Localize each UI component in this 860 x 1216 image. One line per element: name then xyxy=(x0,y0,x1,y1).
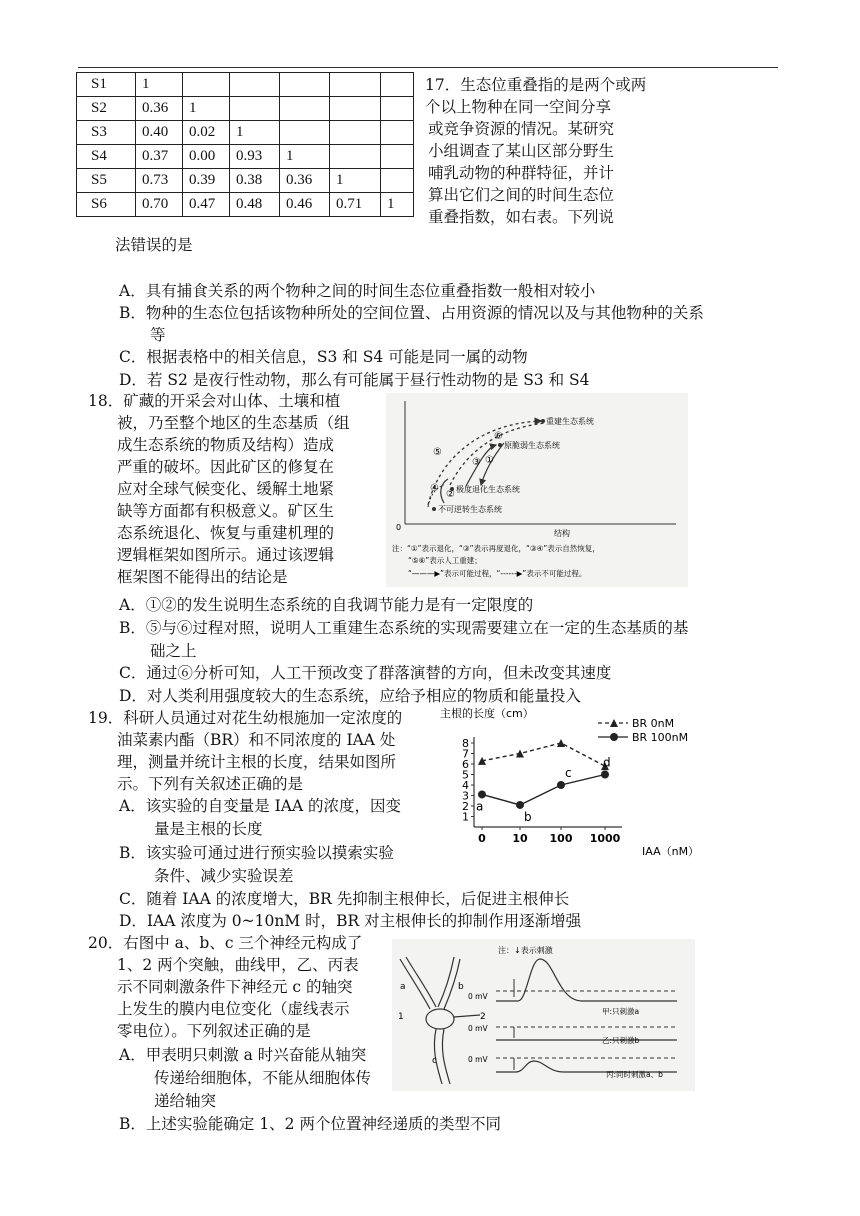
series-line-1 xyxy=(482,775,605,805)
x-tick-label: 1000 xyxy=(589,832,621,845)
overlap-cell: 0.37 xyxy=(136,145,183,169)
q17-line: 17．生态位重叠指的是两个或两 xyxy=(425,76,647,94)
overlap-cell xyxy=(280,97,330,121)
curve-jia xyxy=(468,959,677,1016)
root-length-chart xyxy=(432,703,712,861)
data-point-circle xyxy=(557,781,565,789)
curve-yi xyxy=(468,1024,677,1045)
table-row xyxy=(77,169,414,193)
overlap-cell xyxy=(330,97,381,121)
q18-option-b-cont: 础之上 xyxy=(150,642,197,660)
zero-label: 0 mV xyxy=(468,1055,488,1064)
table-row xyxy=(77,73,414,97)
q17-stem xyxy=(425,74,646,228)
circle-1: ① xyxy=(485,455,494,466)
table-row xyxy=(77,121,414,145)
node-original xyxy=(498,443,502,447)
node-rebuilt xyxy=(541,419,545,423)
q18-option-b: B．⑤与⑥过程对照，说明人工重建生态系统的实现需要建立在一定的生态基质的基 xyxy=(119,619,689,637)
node-irreversible xyxy=(432,507,436,511)
y-tick-label: 8 xyxy=(462,737,469,750)
diagram-note-2: “⑤⑥”表示人工重建； xyxy=(408,556,482,565)
data-point-circle xyxy=(601,771,609,779)
overlap-cell: 1 xyxy=(381,193,414,217)
curve-jia-label: 甲:只刺激a xyxy=(602,1007,640,1016)
q20-line: 零电位）。下列叙述正确的是 xyxy=(117,1022,311,1040)
data-point-label: b xyxy=(524,809,532,824)
q18-line: 缺等方面都有积极意义。矿区生 xyxy=(117,502,335,520)
circle-4: ④ xyxy=(430,483,439,494)
q17-option-b-cont: 等 xyxy=(150,326,166,344)
label-irreversible: 不可逆转生态系统 xyxy=(438,505,502,514)
overlap-cell xyxy=(381,169,414,193)
y-tick-label: 2 xyxy=(462,800,469,813)
q17-line: 哺乳动物的种群特征，并计 xyxy=(428,164,615,182)
q20-line: 20．右图中 a、b、c 三个神经元构成了 xyxy=(88,934,363,952)
q18-option-a: A．①②的发生说明生态系统的自我调节能力是有一定限度的 xyxy=(119,596,534,614)
q18-line: 框架图不能得出的结论是 xyxy=(117,568,288,586)
curve-bing-label: 丙:同时刺激a、b xyxy=(606,1070,663,1079)
synapse-1-label: 1 xyxy=(398,1012,404,1022)
q19-option-a: A．该实验的自变量是 IAA 的浓度，因变 xyxy=(119,797,402,815)
q19-option-d: D．IAA 浓度为 0~10nM 时，BR 对主根伸长的抑制作用逐渐增强 xyxy=(119,912,582,930)
overlap-cell: 0.93 xyxy=(230,145,280,169)
x-axis-label: 结构 xyxy=(554,529,570,538)
overlap-cell: 0.48 xyxy=(230,193,280,217)
q17-line: 个以上物种在同一空间分享 xyxy=(425,98,612,116)
species-cell: S2 xyxy=(77,97,136,121)
circle-6: ⑥ xyxy=(494,431,503,442)
overlap-cell: 0.38 xyxy=(230,169,280,193)
label-rebuilt: 重建生态系统 xyxy=(546,417,594,426)
overlap-cell xyxy=(381,97,414,121)
overlap-cell: 0.02 xyxy=(183,121,230,145)
species-cell: S1 xyxy=(77,73,136,97)
q17-option-b: B．物种的生态位包括该物种所处的空间位置、占用资源的情况以及与其他物种的关系 xyxy=(119,304,704,322)
q20-line: 上发生的膜内电位变化（虚线表示 xyxy=(117,1000,350,1018)
overlap-cell: 1 xyxy=(280,145,330,169)
overlap-cell: 1 xyxy=(330,169,381,193)
curve-yi-label: 乙:只刺激b xyxy=(602,1036,640,1045)
overlap-cell: 1 xyxy=(136,73,183,97)
q19-option-c: C．随着 IAA 的浓度增大，BR 先抑制主根伸长，后促进主根伸长 xyxy=(119,890,570,908)
neuron-a-label: a xyxy=(400,982,406,992)
table-row xyxy=(77,193,414,217)
q19-option-a-cont: 量是主根的长度 xyxy=(154,820,263,838)
neuron-potential-diagram xyxy=(392,939,695,1091)
circle-3: ③ xyxy=(472,457,481,468)
y-tick-label: 4 xyxy=(462,779,469,792)
overlap-cell xyxy=(330,121,381,145)
overlap-cell: 0.73 xyxy=(136,169,183,193)
q19-option-b-cont: 条件、减少实验误差 xyxy=(154,867,294,885)
series-line-0 xyxy=(482,743,605,766)
ecosystem-logic-diagram xyxy=(386,393,688,587)
q17-line: 小组调查了某山区部分野生 xyxy=(428,142,615,160)
table-row xyxy=(77,97,414,121)
stimulus-note: 注：↓表示刺激 xyxy=(498,946,553,955)
legend-marker-0 xyxy=(610,719,618,727)
label-degraded: 极度退化生态系统 xyxy=(456,485,520,494)
overlap-cell xyxy=(183,73,230,97)
legend-label-0: BR 0nM xyxy=(632,717,675,730)
synapse-2-label: 2 xyxy=(480,1012,486,1022)
zero-label: 0 mV xyxy=(468,992,488,1001)
q19-line: 油菜素内酯（BR）和不同浓度的 IAA 处 xyxy=(117,731,396,749)
overlap-cell: 0.39 xyxy=(183,169,230,193)
species-cell: S4 xyxy=(77,145,136,169)
q20-option-b: B．上述实验能确定 1、2 两个位置神经递质的类型不同 xyxy=(119,1115,501,1133)
q18-line: 逻辑框架如图所示。通过该逻辑 xyxy=(117,546,335,564)
x-tick-label: 0 xyxy=(478,832,486,845)
q18-line: 态系统退化、恢复与重建机理的 xyxy=(117,524,335,542)
y-tick-label: 3 xyxy=(462,789,469,803)
overlap-cell: 1 xyxy=(230,121,280,145)
origin-label: 0 xyxy=(396,523,402,532)
data-point-label: c xyxy=(565,766,572,780)
overlap-cell xyxy=(330,145,381,169)
overlap-cell: 0.47 xyxy=(183,193,230,217)
overlap-cell: 0.36 xyxy=(280,169,330,193)
overlap-cell: 1 xyxy=(183,97,230,121)
overlap-cell: 0.46 xyxy=(280,193,330,217)
legend-marker-1 xyxy=(610,733,618,741)
q19-stem xyxy=(88,707,402,795)
q19-line: 19．科研人员通过对花生幼根施加一定浓度的 xyxy=(88,709,403,727)
diagram-note-1: 注：“①”表示退化，“③”表示再度退化，“③④”表示自然恢复， xyxy=(392,544,600,553)
label-original: 原脆弱生态系统 xyxy=(504,441,560,450)
overlap-cell: 0.36 xyxy=(136,97,183,121)
y-tick-label: 5 xyxy=(462,768,469,782)
q20-line: 1、2 两个突触，曲线甲，乙、丙表 xyxy=(117,956,359,974)
q18-line: 成生态系统的物质及结构）造成 xyxy=(117,436,335,454)
overlap-cell: 0.71 xyxy=(330,193,381,217)
q20-stem xyxy=(88,932,362,1042)
species-cell: S6 xyxy=(77,193,136,217)
data-point-label: d xyxy=(603,755,611,770)
q20-option-a-cont: 传递给细胞体，不能从细胞体传 xyxy=(154,1069,372,1087)
y-tick-label: 7 xyxy=(462,747,469,761)
q17-line: 法错误的是 xyxy=(115,236,193,254)
q19-option-b: B．该实验可通过进行预实验以摸索实验 xyxy=(119,844,394,862)
q18-option-c: C．通过⑥分析可知，人工干预改变了群落演替的方向，但未改变其速度 xyxy=(119,664,612,682)
overlap-cell xyxy=(280,73,330,97)
diagram-note-3: “———▶”表示可能过程，“------▶”表示不可能过程。 xyxy=(408,569,587,578)
overlap-cell: 0.40 xyxy=(136,121,183,145)
q19-line: 理，测量并统计主根的长度，结果如图所 xyxy=(117,753,397,771)
q18-line: 应对全球气候变化、缓解土地紧 xyxy=(117,480,335,498)
y-tick-label: 1 xyxy=(462,810,469,824)
neuron-c-label: c xyxy=(432,1056,437,1066)
overlap-cell xyxy=(381,121,414,145)
neuron-b-label: b xyxy=(458,982,464,992)
x-tick-label: 100 xyxy=(549,832,573,845)
overlap-cell xyxy=(381,145,414,169)
niche-overlap-table xyxy=(76,72,414,217)
q20-option-a-cont: 递给轴突 xyxy=(154,1092,217,1110)
overlap-cell xyxy=(280,121,330,145)
x-axis-title: IAA（nM） xyxy=(642,845,700,858)
table-row xyxy=(77,145,414,169)
overlap-cell xyxy=(230,73,280,97)
circle-2: ② xyxy=(446,489,455,500)
q17-option-a: A．具有捕食关系的两个物种之间的时间生态位重叠指数一般相对较小 xyxy=(119,282,596,300)
species-cell: S5 xyxy=(77,169,136,193)
q17-option-d: D．若 S2 是夜行性动物，那么有可能属于昼行性动物的是 S3 和 S4 xyxy=(119,371,590,389)
header-rule xyxy=(78,67,778,68)
data-point-label: a xyxy=(476,799,484,814)
legend-label-1: BR 100nM xyxy=(632,731,689,744)
chart-title: 主根的长度（cm） xyxy=(440,707,534,720)
q19-line: 示。下列有关叙述正确的是 xyxy=(117,775,304,793)
neuron-drawing xyxy=(400,957,480,1084)
overlap-cell: 0.70 xyxy=(136,193,183,217)
q17-option-c: C．根据表格中的相关信息，S3 和 S4 可能是同一属的动物 xyxy=(119,348,528,366)
zero-label: 0 mV xyxy=(468,1024,488,1033)
q18-stem xyxy=(88,390,350,588)
q20-line: 示不同刺激条件下神经元 c 的轴突 xyxy=(117,978,353,996)
overlap-cell: 0.00 xyxy=(183,145,230,169)
species-cell: S3 xyxy=(77,121,136,145)
overlap-cell xyxy=(230,97,280,121)
overlap-cell xyxy=(330,73,381,97)
y-tick-label: 6 xyxy=(462,758,469,771)
x-tick-label: 10 xyxy=(512,832,528,845)
data-point-circle xyxy=(516,801,524,809)
q18-option-d: D．对人类利用强度较大的生态系统，应给予相应的物质和能量投入 xyxy=(119,687,581,705)
circle-5: ⑤ xyxy=(433,447,442,458)
q18-line: 18．矿藏的开采会对山体、土壤和植 xyxy=(88,392,341,410)
curve-bing xyxy=(468,1055,677,1079)
q18-line: 被，乃至整个地区的生态基质（组 xyxy=(117,414,350,432)
q17-line: 或竞争资源的情况。某研究 xyxy=(428,120,615,138)
q20-option-a: A．甲表明只刺激 a 时兴奋能从轴突 xyxy=(119,1046,367,1064)
q17-line: 重叠指数，如右表。下列说 xyxy=(428,208,615,226)
overlap-cell xyxy=(381,73,414,97)
q18-line: 严重的破坏。因此矿区的修复在 xyxy=(117,458,335,476)
data-point-circle xyxy=(478,790,486,798)
q17-line: 算出它们之间的时间生态位 xyxy=(428,186,615,204)
